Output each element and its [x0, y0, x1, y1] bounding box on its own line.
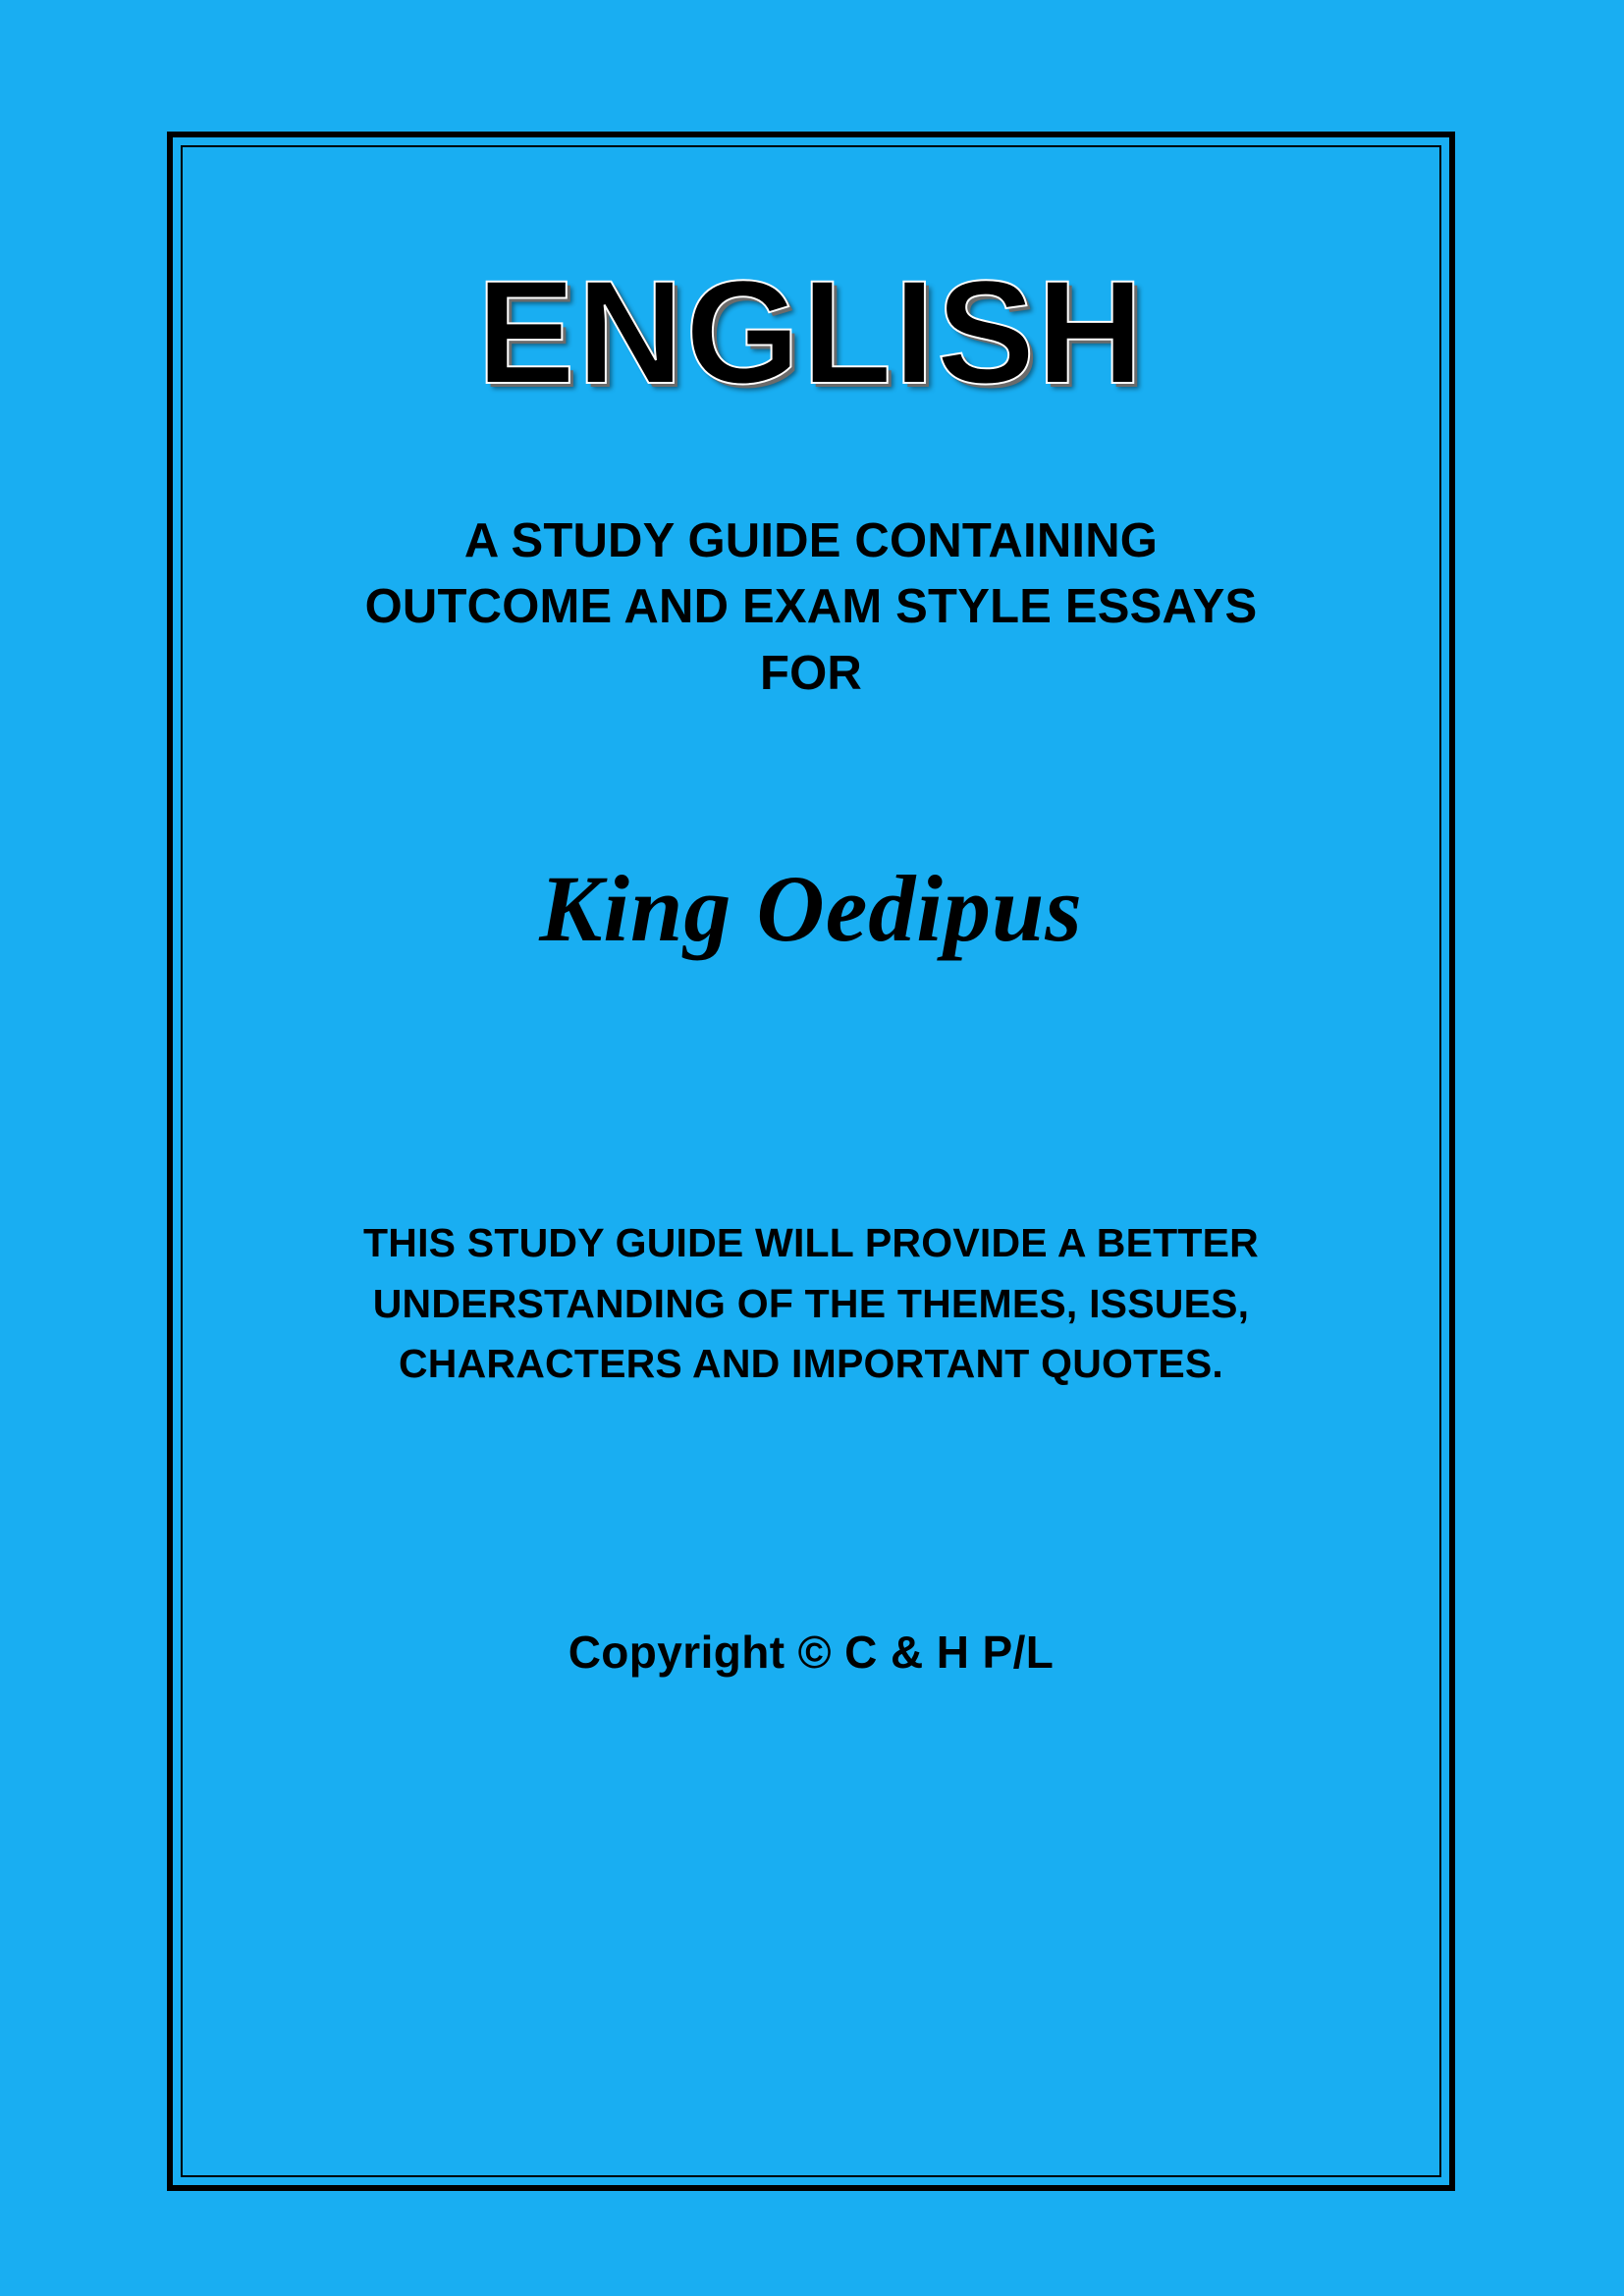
work-title: King Oedipus: [539, 856, 1083, 962]
cover-subtitle-line-1: A STUDY GUIDE CONTAINING: [463, 513, 1159, 567]
cover-subtitle-line-2: OUTCOME AND EXAM STYLE ESSAYS: [364, 580, 1258, 634]
cover-description-line-2: UNDERSTANDING OF THE THEMES, ISSUES,: [372, 1280, 1250, 1326]
cover-subtitle: [261, 508, 1361, 708]
cover-description-line-1: THIS STUDY GUIDE WILL PROVIDE A BETTER: [363, 1220, 1259, 1266]
copyright-notice: Copyright © C & H P/L: [568, 1626, 1055, 1678]
cover-description-line-3: CHARACTERS AND IMPORTANT QUOTES.: [398, 1341, 1224, 1387]
cover-content: [187, 147, 1435, 2175]
cover-description: [261, 1213, 1361, 1395]
page-title: ENGLISH: [476, 249, 1146, 414]
cover-subtitle-line-3: FOR: [759, 646, 863, 700]
